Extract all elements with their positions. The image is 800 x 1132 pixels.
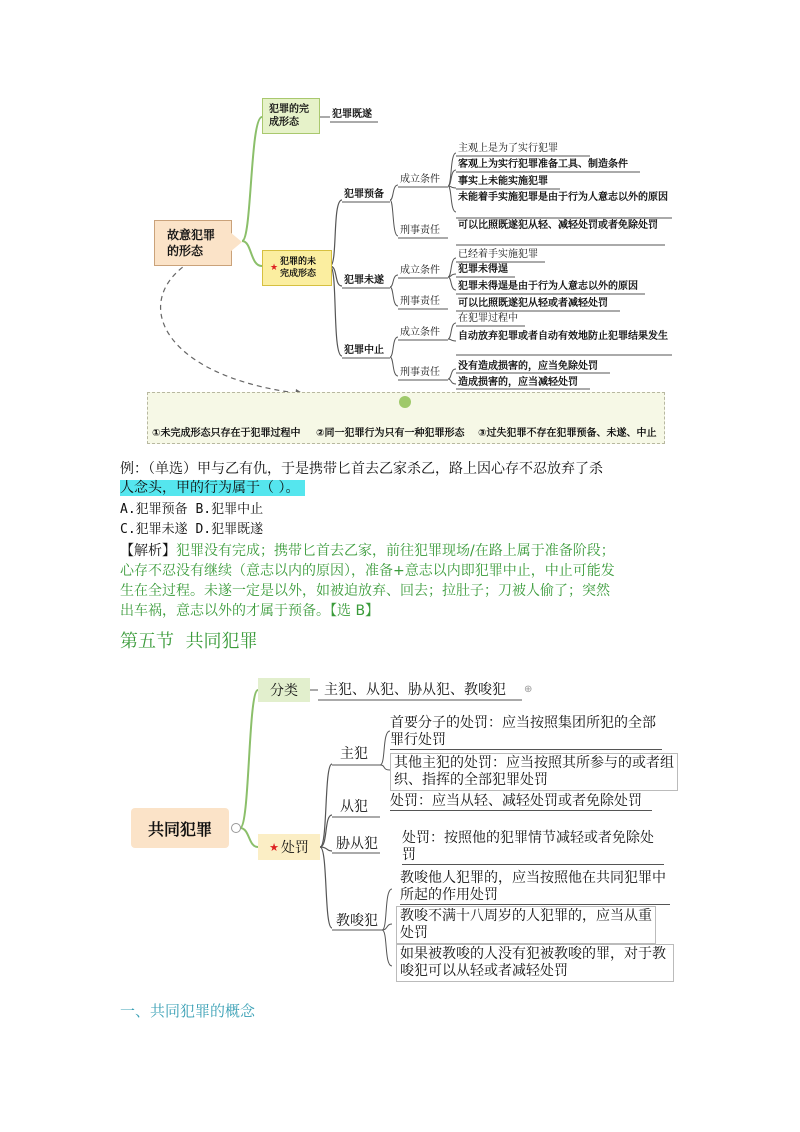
classify-value: 主犯、从犯、胁从犯、教唆犯 (324, 682, 506, 698)
note-1: ①未完成形态只存在于犯罪过程中 (152, 428, 301, 439)
principal-item-2: 其他主犯的处罚：应当按照其所参与的或者组织、指挥的全部犯罪处罚 (390, 753, 678, 791)
abandon-label: 犯罪中止 (344, 345, 384, 356)
instigator-item-2: 教唆不满十八周岁的人犯罪的，应当从重处罚 (396, 906, 656, 944)
attempt-cond-3: 犯罪未得逞是由于行为人意志以外的原因 (458, 281, 638, 292)
analysis-line-3: 生在全过程。未遂一定是以外，如被迫放弃、回去；拉肚子；刀被人偷了；突然 (120, 583, 610, 599)
star-icon: ★ (269, 263, 279, 273)
abandon-cond-1: 在犯罪过程中 (458, 313, 518, 324)
attempt-liab-label: 刑事责任 (400, 296, 440, 307)
accessory-label: 从犯 (340, 799, 368, 815)
prep-cond-3: 事实上未能实施犯罪 (458, 176, 548, 187)
accessory-item: 处罚：应当从轻、减轻处罚或者免除处罚 (390, 793, 652, 811)
prep-cond-label: 成立条件 (400, 174, 440, 185)
analysis-text-1: 犯罪没有完成；携带匕首去乙家，前往犯罪现场/在路上属于准备阶段； (176, 543, 615, 559)
instigator-label: 教唆犯 (336, 913, 378, 929)
coerced-label: 胁从犯 (336, 836, 378, 852)
punish-label: 处罚 (280, 840, 309, 856)
note-3: ③过失犯罪不存在犯罪预备、未遂、中止 (478, 428, 657, 439)
analysis-line-4: 出车祸，意志以外的才属于预备。【选 B】 (120, 603, 380, 619)
punish-node (258, 834, 320, 860)
prep-cond-1: 主观上是为了实行犯罪 (458, 143, 558, 154)
analysis-line-2: 心存不忍没有继续（意志以内的原因），准备+意志以内即犯罪中止，中止可能发 (120, 563, 615, 579)
prep-label: 犯罪预备 (344, 189, 384, 200)
subheading: 一、共同犯罪的概念 (120, 1002, 256, 1020)
incomplete-form-label: 犯罪的未完成形态 (280, 257, 317, 279)
abandon-liab-1: 没有造成损害的，应当免除处罚 (458, 361, 598, 372)
attempt-liab: 可以比照既遂犯从轻或者减轻处罚 (458, 298, 608, 309)
attempt-label: 犯罪未遂 (344, 275, 384, 286)
attempt-cond-2: 犯罪未得逞 (458, 264, 508, 275)
map2-root-label: 共同犯罪 (147, 819, 212, 839)
question-options-1: A.犯罪预备 B.犯罪中止 (120, 502, 264, 517)
completed-form-label: 犯罪的完成形态 (269, 104, 309, 128)
classify-node (258, 678, 310, 702)
classify-label: 分类 (270, 683, 298, 699)
abandon-cond-label: 成立条件 (400, 327, 440, 338)
question-stem-2: 人念头，甲的行为属于（ ）。 (120, 480, 305, 496)
abandon-liab-2: 造成损害的，应当减轻处罚 (458, 377, 578, 388)
abandon-cond-2: 自动放弃犯罪或者自动有效地防止犯罪结果发生 (458, 331, 668, 342)
prep-cond-2: 客观上为实行犯罪准备工具、制造条件 (458, 159, 628, 170)
instigator-item-1: 教唆他人犯罪的，应当按照他在共同犯罪中所起的作用处罚 (400, 870, 670, 905)
map1-root-label: 故意犯罪的形态 (167, 228, 216, 258)
question-prefix: 例：（单选） (120, 461, 197, 477)
section-title: 第五节 共同犯罪 (120, 631, 258, 652)
principal-item-1: 首要分子的处罚：应当按照集团所犯的全部罪行处罚 (390, 715, 662, 750)
attempt-cond-label: 成立条件 (400, 265, 440, 276)
principal-label: 主犯 (340, 746, 368, 762)
attempt-cond-1: 已经着手实施犯罪 (458, 249, 538, 260)
abandon-liab-label: 刑事责任 (400, 367, 440, 378)
analysis-label: 【解析】 (120, 543, 176, 559)
note-2: ②同一犯罪行为只有一种犯罪形态 (316, 428, 465, 439)
classify-collapse-icon: ⊕ (524, 684, 533, 695)
instigator-item-3: 如果被教唆的人没有犯被教唆的罪，对于教唆犯可以从轻或者减轻处罚 (396, 944, 674, 982)
star-icon-2: ★ (269, 840, 279, 854)
question-options-2: C.犯罪未遂 D.犯罪既遂 (120, 522, 264, 537)
map2-root-node (131, 808, 229, 848)
completed-form-value: 犯罪既遂 (332, 109, 372, 120)
coerced-item: 处罚：按照他的犯罪情节减轻或者免除处罚 (402, 830, 664, 865)
map2-root-toggle[interactable] (231, 823, 241, 833)
prep-liab-label: 刑事责任 (400, 225, 440, 236)
prep-liab: 可以比照既遂犯从轻、减轻处罚或者免除处罚 (458, 220, 658, 231)
question-stem-1: 甲与乙有仇，于是携带匕首去乙家杀乙，路上因心存不忍放弃了杀 (197, 461, 603, 477)
prep-cond-4: 未能着手实施犯罪是由于行为人意志以外的原因 (458, 192, 668, 203)
